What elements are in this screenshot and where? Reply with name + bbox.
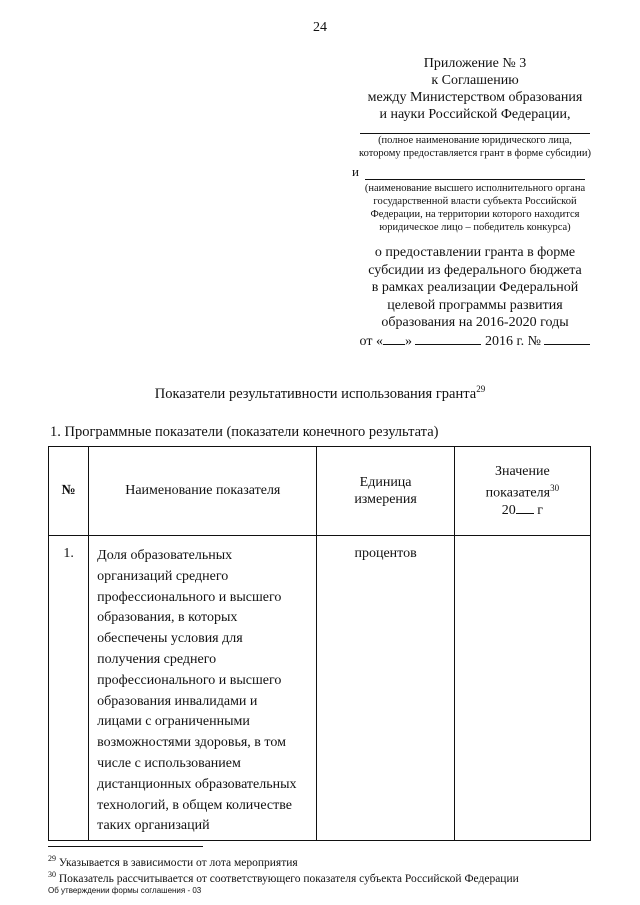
recipient-note-line: которому предоставляется грант в форме субсидии) — [359, 148, 591, 159]
indicator-name-line: технологий, в общем количестве — [97, 797, 292, 813]
header-value-year: 20 г — [501, 503, 543, 519]
date-year: 2016 г. № — [484, 333, 541, 349]
page-number: 24 — [313, 20, 327, 35]
row-indicator-name — [89, 536, 317, 841]
table-header-row — [49, 447, 591, 536]
recipient-note-line: (полное наименование юридического лица, — [378, 135, 572, 146]
header-value-line: Значение — [495, 463, 550, 479]
executive-note-line: государственной власти субъекта Российской — [373, 196, 577, 207]
appendix-line: к Соглашению — [431, 73, 519, 88]
date-close-quote: » — [404, 333, 412, 349]
indicator-name-line: таких организаций — [97, 818, 210, 834]
footnote-29: $^{29}$ Указывается в зависимости от лота мероприятия — [48, 854, 298, 869]
executive-note-line: Федерации, на территории которого находится — [370, 209, 580, 220]
footnote-ref-29: 29 — [476, 384, 486, 394]
executive-note-line: (наименование высшего исполнительного органа — [364, 183, 586, 194]
indicator-name-line: образования инвалидами и — [97, 693, 258, 709]
executive-note — [340, 182, 610, 234]
header-number: № — [49, 447, 89, 536]
header-unit — [317, 447, 454, 536]
indicator-name-line: образования, в которых — [97, 610, 238, 626]
grant-line: целевой программы развития — [387, 297, 563, 313]
header-unit-line: измерения — [354, 492, 417, 507]
and-row — [340, 163, 610, 180]
grant-line: о предоставлении гранта в форме — [374, 245, 576, 260]
appendix-line: и науки Российской Федерации, — [379, 107, 571, 122]
section-title — [0, 384, 640, 403]
recipient-note — [340, 134, 610, 160]
header-indicator-name: Наименование показателя — [89, 447, 317, 536]
agreement-date-line — [340, 332, 610, 351]
agreement-number-blank — [544, 332, 590, 345]
header-unit-line: Единица — [359, 475, 412, 490]
indicator-name-line: числе с использованием — [97, 755, 241, 771]
footnote-separator — [48, 846, 203, 847]
date-prefix: от « — [359, 333, 383, 349]
month-blank — [415, 332, 481, 345]
indicator-name-line: организаций среднего — [97, 568, 229, 584]
indicator-name-line: лицами с ограниченными — [97, 714, 250, 730]
indicator-name-line: дистанционных образовательных — [97, 776, 297, 792]
grant-line: в рамках реализации Федеральной — [371, 280, 579, 295]
executive-blank-line — [365, 169, 585, 180]
document-footer-note: Об утверждении формы соглашения - 03 — [48, 886, 202, 895]
row-value — [454, 536, 590, 841]
year-blank — [516, 501, 534, 514]
grant-line: субсидии из федерального бюджета — [368, 262, 582, 278]
header-value — [454, 447, 590, 536]
grant-description — [340, 244, 610, 350]
indicators-table — [48, 446, 591, 841]
appendix-header — [340, 55, 610, 350]
appendix-line: Приложение № 3 — [423, 56, 527, 71]
indicator-name-line: Доля образовательных — [97, 548, 233, 563]
section-title-text: Показатели результативности использования гранта — [154, 385, 477, 402]
and-label: и — [352, 164, 359, 179]
executive-note-line: юридическое лицо – победитель конкурса) — [379, 222, 571, 233]
grant-line: образования на 2016-2020 годы — [381, 315, 569, 330]
appendix-line: между Министерством образования — [367, 90, 583, 105]
row-number: 1. — [49, 536, 89, 841]
footnote-30: $^{30}$ Показатель рассчитывается от соответствующего показателя субъекта Российской Федерации — [48, 870, 519, 885]
indicator-name-line: профессионального и высшего — [97, 672, 282, 688]
row-unit: процентов — [317, 536, 454, 841]
indicator-name-line: возможностями здоровья, в том — [97, 735, 286, 751]
header-value-line: показателя$^{30}$ — [485, 482, 560, 501]
day-blank — [383, 332, 405, 345]
indicator-name-line: получения среднего — [97, 651, 217, 667]
indicator-name-line: профессионального и высшего — [97, 589, 282, 605]
footnote-ref-30: 30 — [550, 482, 560, 493]
indicator-name-line: обеспечены условия для — [97, 631, 243, 647]
section-subtitle: 1. Программные показатели (показатели конечного результата) — [50, 424, 439, 440]
table-row — [49, 536, 591, 841]
